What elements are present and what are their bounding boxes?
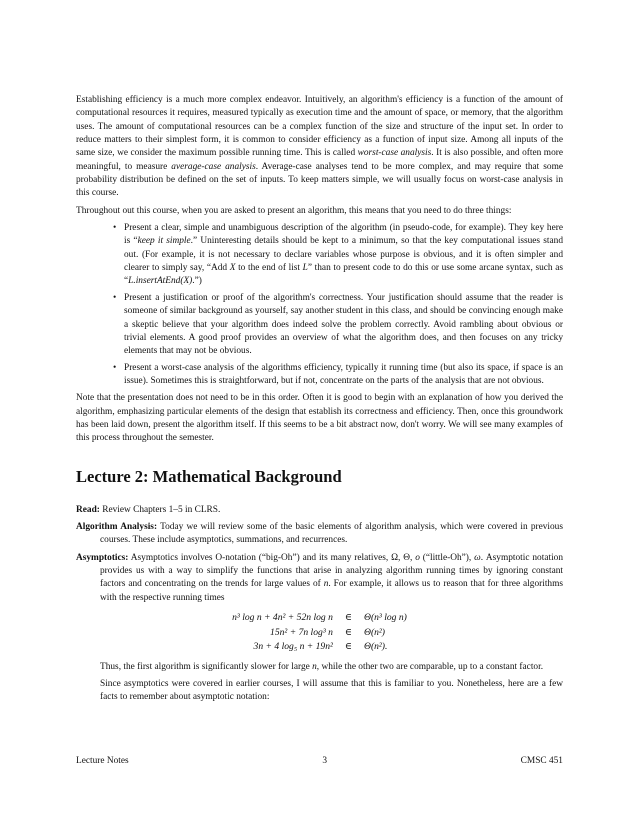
text-run: Present a worst-case analysis of the algorithms efficiency, typically it running time (but also its space, if space is an issue). Sometimes this is straightforward, but if not, concentrate on the parts of the analysis that are not obvious. <box>124 362 563 386</box>
bullet-icon: • <box>113 292 117 303</box>
text-run: , while the other two are comparable, up to a constant factor. <box>316 661 544 672</box>
run-in-label: Asymptotics: <box>76 552 129 563</box>
math-var: n <box>323 579 329 590</box>
paragraph-three-things: Throughout out this course, when you are asked to present an algorithm, this means that you need to do three things: <box>76 205 512 216</box>
equation-operator: ∈ <box>344 641 353 652</box>
paragraph-efficiency <box>76 94 563 201</box>
math-var: n <box>312 661 317 672</box>
math-var: o <box>415 552 420 563</box>
equation-lhs: 15n² + 7n log³ n <box>270 626 333 638</box>
text-run: . Asymptotic notation provides us with a way to simplify the functions that arise in analyzing algorithm running times by ignoring constant factors and concentrating on the trends for large values of <box>100 552 564 590</box>
math-var: L <box>302 263 308 274</box>
text-run: ” than to present code to do this or use some arcane syntax, such as “ <box>124 263 564 287</box>
equation-operator: ∈ <box>344 612 353 623</box>
run-in-label: Algorithm Analysis: <box>76 521 158 532</box>
equation-lhs: n³ log n + 4n² + 52n log n <box>232 612 333 623</box>
bullet-icon: • <box>113 223 117 234</box>
text-run: (“little-Oh”), <box>419 552 475 563</box>
bullet-icon: • <box>113 362 117 373</box>
code-snippet: L.insertAtEnd <box>128 276 181 287</box>
text-run: Establishing efficiency is a much more complex endeavor. Intuitively, an algorithm's efficiency is a function of the amount of computational resources it requires, measured typically as execution time and the amount of space, or memory, that the algorithm uses. The amount of computational resources can be a complex function of the size and structure of the input set. In order to reduce matters to their simplest form, it is common to consider efficiency as a function of input size. Among all inputs of the same size, we consider the maximum possible running time. This is called <box>76 95 563 159</box>
equation-lhs: 3n + 4 log₅ n + 19n² <box>253 641 333 652</box>
equation-rhs: Θ(n²). <box>364 641 388 652</box>
paragraph-after-equations <box>76 661 563 674</box>
text-run: . Average-case analyses tend to be more complex, and may require that some probability distribution be defined on the set of inputs. To keep matters simple, we will usually focus on worst-case analysis in this course. <box>76 161 563 199</box>
term-worst-case: worst-case analysis <box>357 148 432 159</box>
paragraph-read <box>76 504 563 517</box>
math-var: X <box>229 263 236 274</box>
equation-row <box>228 626 411 641</box>
list-item <box>113 292 563 359</box>
code-snippet-arg: (X) <box>180 276 193 287</box>
equation-array <box>228 611 411 655</box>
footer-left: Lecture Notes <box>76 756 129 766</box>
text-run: to the end of list <box>235 263 303 274</box>
equation-row <box>228 611 411 626</box>
text-run: Asymptotics involves O-notation (“big-Oh”) and its many relatives, Ω, Θ, <box>128 552 416 563</box>
text-run: . It is also possible, and often more meaningful, to measure <box>76 148 563 172</box>
text-run: Thus, the first algorithm is significantly slower for large <box>100 661 313 672</box>
text-run: Present a clear, simple and unambiguous description of the algorithm (in pseudo-code, for example). They key here is “ <box>124 223 563 247</box>
paragraph-asymptotic-facts: Since asymptotics were covered in earlier courses, I will assume that this is familiar to you. Nonetheless, here are a few facts to remember about asymptotic notation: <box>100 678 563 703</box>
page-body <box>76 94 563 705</box>
list-item <box>113 362 563 389</box>
requirements-list <box>76 222 563 388</box>
text-run: Present a justification or proof of the algorithm's correctness. Your justification should assume that the reader is someone of similar background as yourself, say another student in this class, and should be convincing enough make a skeptic believe that your algorithm does indeed solve the problem correctly. Avoid rambling about obvious or trivial elements. A good proof provides an overview of what the algorithm does, and then focuses on any tricky elements that may not be obvious. <box>124 292 563 357</box>
text-run: Review Chapters 1–5 in CLRS. <box>99 504 221 515</box>
list-item <box>113 222 564 289</box>
paragraph-algorithm-analysis <box>76 521 563 548</box>
page-footer <box>76 756 563 766</box>
text-run: Today we will review some of the basic elements of algorithm analysis, which were covered in previous courses. These include asymptotics, summations, and recurrences. <box>100 521 563 546</box>
page-number: 3 <box>322 756 327 766</box>
footer-right: CMSC 451 <box>520 756 563 766</box>
text-run: .”) <box>192 276 202 287</box>
equation-operator: ∈ <box>344 626 353 638</box>
paragraph-presentation-order: Note that the presentation does not need to be in this order. Often it is good to begin with an explanation of how you derived the algorithm, emphasizing particular elements of the design that establish its correctness and efficiency. Then, once this groundwork has been laid down, present the algorithm itself. If this seems to be a bit abstract now, don't worry. We will see many examples of this process throughout the semester. <box>76 393 563 444</box>
term-keep-it-simple: keep it simple <box>137 236 191 247</box>
math-var: ω <box>474 552 481 563</box>
run-in-label: Read: <box>76 504 100 515</box>
equation-row <box>228 640 411 655</box>
text-run: . For example, it allows us to reason that for three algorithms with the respective running times <box>100 579 563 603</box>
equation-rhs: Θ(n³ log n) <box>364 612 407 623</box>
paragraph-asymptotics <box>76 552 563 605</box>
term-average-case: average-case analysis <box>171 161 256 172</box>
equation-block <box>76 611 563 655</box>
equation-rhs: Θ(n²) <box>364 626 386 638</box>
section-heading: Lecture 2: Mathematical Background <box>76 466 342 486</box>
text-run: .” Uninteresting details should be kept to a minimum, so that the key computational issues stand out. (For example, it is not necessary to declare variables whose purpose is obvious, and it is often simpler and clearer to simply say, “Add <box>124 236 563 274</box>
